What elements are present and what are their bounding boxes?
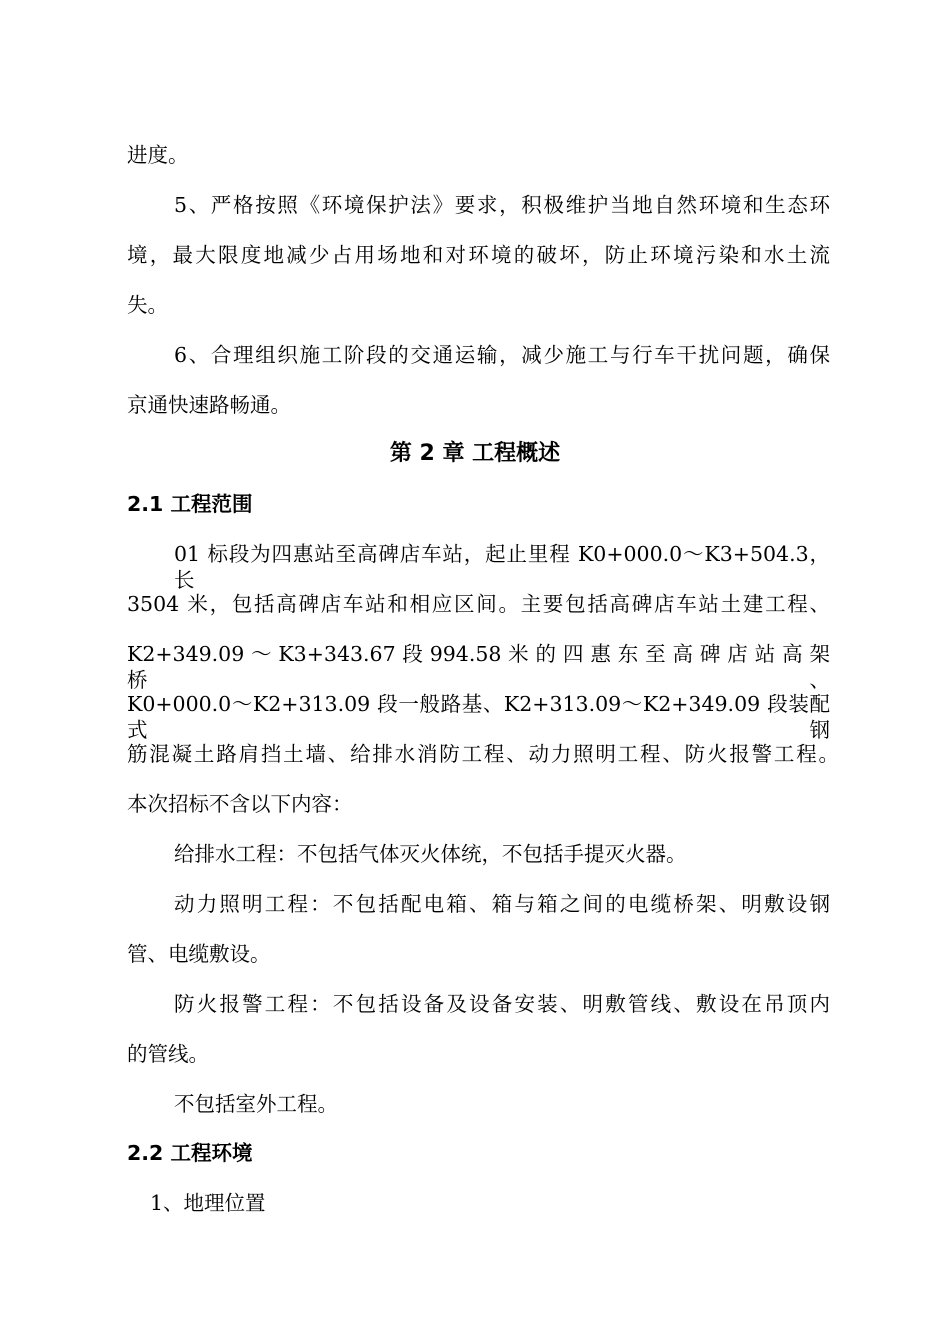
paragraph-line: 给排水工程：不包括气体灭火体统，不包括手提灭火器。: [174, 842, 687, 866]
paragraph-line: K0+000.0～K2+313.09 段一般路基、K2+313.09～K2+349.09 段装配式钢: [127, 692, 830, 742]
paragraph-line: 进度。: [127, 143, 189, 167]
paragraph-line: 失。: [127, 293, 168, 317]
paragraph-line: 的管线。: [127, 1042, 209, 1066]
paragraph-line: 京通快速路畅通。: [127, 393, 291, 417]
section-heading: 2.2 工程环境: [127, 1141, 253, 1165]
paragraph-line: 筋混凝土路肩挡土墙、给排水消防工程、动力照明工程、防火报警工程。: [127, 742, 839, 766]
paragraph-line: 6、合理组织施工阶段的交通运输，减少施工与行车干扰问题，确保: [174, 343, 830, 367]
paragraph-line: K2+349.09 ～ K3+343.67 段 994.58 米 的 四 惠 东 至 高 碑 店 站 高 架 桥 、: [127, 642, 830, 692]
paragraph-line: 5、严格按照《环境保护法》要求，积极维护当地自然环境和生态环: [174, 193, 830, 217]
paragraph-line: 防火报警工程：不包括设备及设备安装、明敷管线、敷设在吊顶内: [174, 992, 830, 1016]
chapter-title: 第 2 章 工程概述: [389, 441, 561, 466]
paragraph-line: 3504 米，包括高碑店车站和相应区间。主要包括高碑店车站土建工程、: [127, 592, 830, 616]
paragraph-line: 本次招标不含以下内容：: [127, 792, 353, 816]
section-heading: 2.1 工程范围: [127, 492, 253, 516]
paragraph-line: 境，最大限度地减少占用场地和对环境的破坏，防止环境污染和水土流: [127, 243, 830, 267]
paragraph-line: 管、电缆敷设。: [127, 942, 271, 966]
paragraph-line: 01 标段为四惠站至高碑店车站，起止里程 K0+000.0～K3+504.3，长: [174, 542, 830, 592]
paragraph-line: 不包括室外工程。: [174, 1092, 338, 1116]
paragraph-line: 动力照明工程：不包括配电箱、箱与箱之间的电缆桥架、明敷设钢: [174, 892, 830, 916]
list-item: 1、地理位置: [150, 1191, 266, 1215]
